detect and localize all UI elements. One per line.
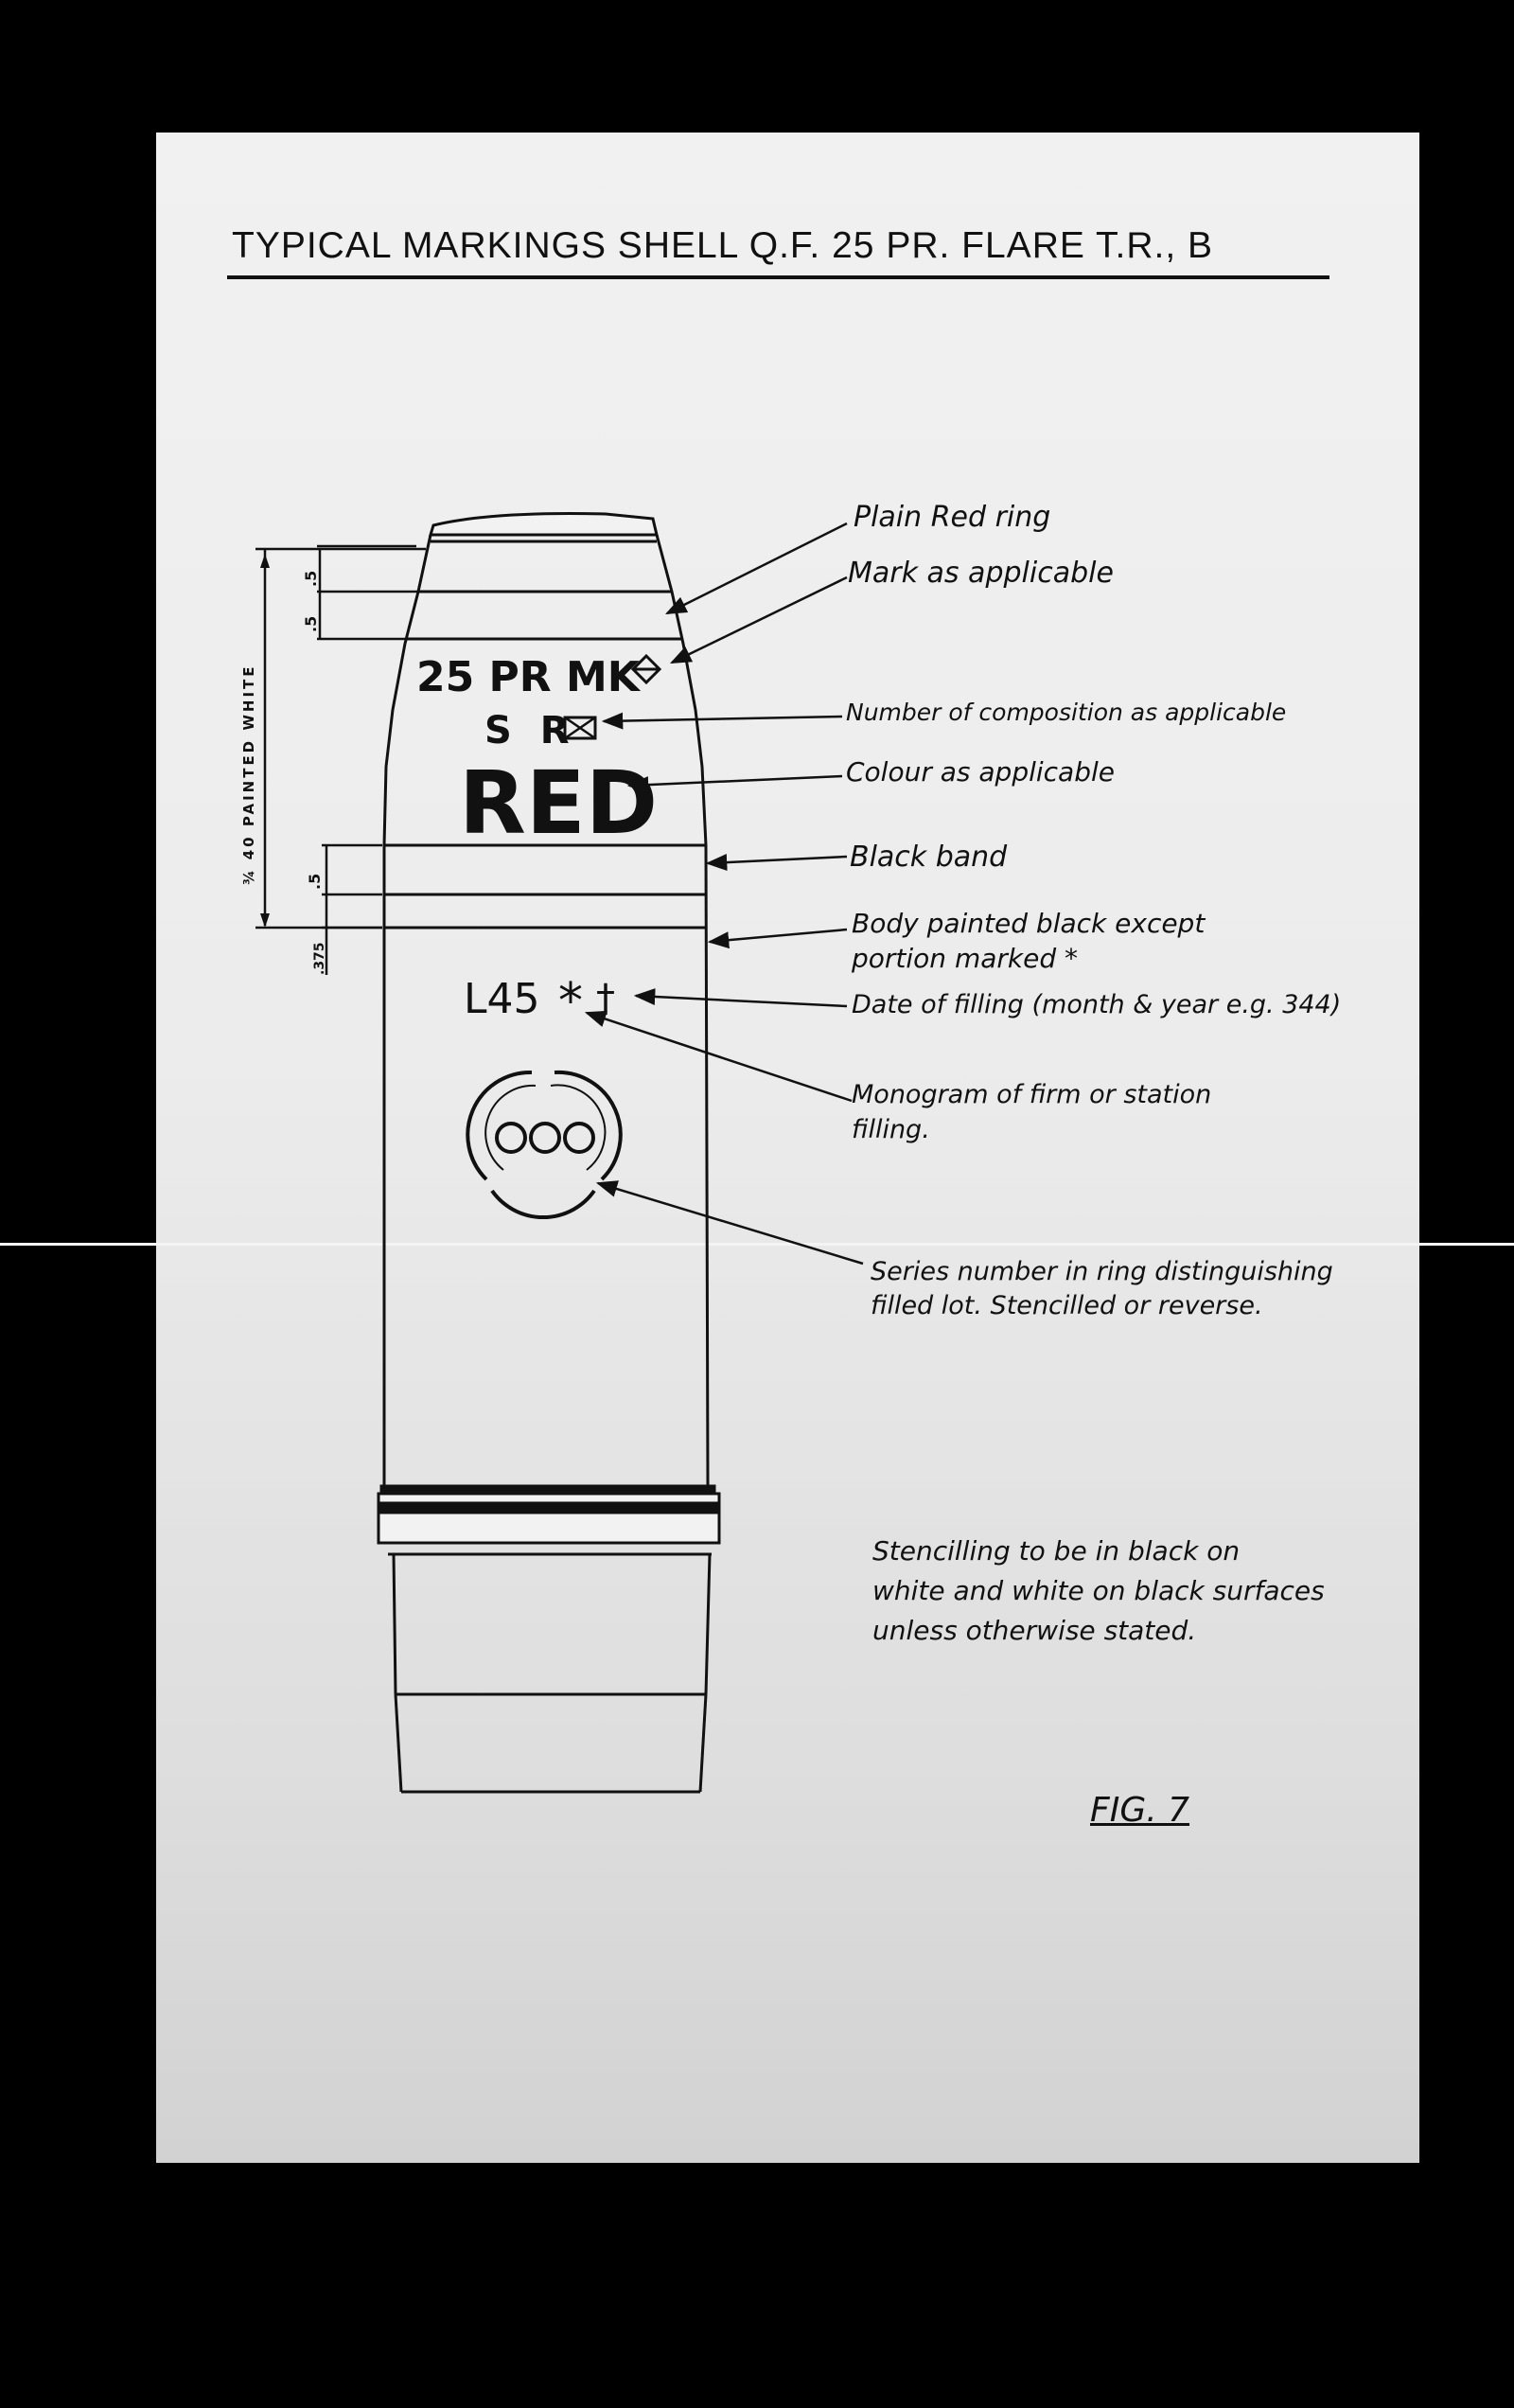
leader-black-band [708, 857, 847, 863]
callout-colour: Colour as applicable [846, 756, 1115, 788]
callout-series-line2: filled lot. Stencilled or reverse. [871, 1291, 1263, 1320]
dim-painted-white: ¾ 40 PAINTED WHITE [240, 664, 257, 885]
dim-label-2: .5 [302, 615, 320, 632]
note-line3: unless otherwise stated. [872, 1615, 1197, 1646]
callout-black-band: Black band [850, 841, 1008, 874]
callout-date: Date of filling (month & year e.g. 344) [852, 990, 1342, 1019]
leader-monogram [587, 1013, 852, 1101]
callout-mark: Mark as applicable [848, 557, 1114, 590]
callout-series-line1: Series number in ring distinguishing [871, 1257, 1333, 1286]
mark-line1: 25 PR MK [416, 653, 640, 701]
dimension-lines [255, 546, 426, 975]
series-ring-icon [467, 1072, 620, 1217]
callout-monogram-line1: Monogram of firm or station [852, 1080, 1212, 1109]
leader-composition [604, 717, 842, 721]
dim-arrow-top [260, 554, 270, 568]
leader-date [636, 996, 847, 1006]
figure-label: FIG. 7 [1090, 1791, 1190, 1830]
leader-colour [629, 776, 842, 786]
callout-body-line1: Body painted black except [852, 908, 1206, 939]
leader-series [598, 1183, 863, 1264]
callout-plain-red-ring: Plain Red ring [854, 501, 1051, 534]
dim-arrow-bottom [260, 913, 270, 928]
callout-composition: Number of composition as applicable [846, 699, 1287, 726]
mark-colour: RED [459, 752, 659, 854]
callout-monogram-line2: filling. [852, 1115, 930, 1144]
note-line2: white and white on black surfaces [872, 1575, 1325, 1606]
leader-mark [672, 577, 847, 663]
callout-body-line2: portion marked * [852, 943, 1079, 974]
dim-label-1: .5 [302, 570, 320, 587]
dim-label-3: .5 [306, 873, 324, 890]
mark-line2: S R [484, 709, 577, 752]
date-code: L45 [464, 975, 540, 1023]
dim-label-4: .375 [312, 942, 327, 975]
leader-body [710, 930, 847, 942]
dagger-mark: † [596, 977, 615, 1020]
star-mark: * [558, 973, 583, 1030]
leader-plain-red-ring [667, 523, 847, 613]
note-line1: Stencilling to be in black on [872, 1535, 1241, 1567]
page-title: TYPICAL MARKINGS SHELL Q.F. 25 PR. FLARE T.R., B [232, 225, 1214, 266]
